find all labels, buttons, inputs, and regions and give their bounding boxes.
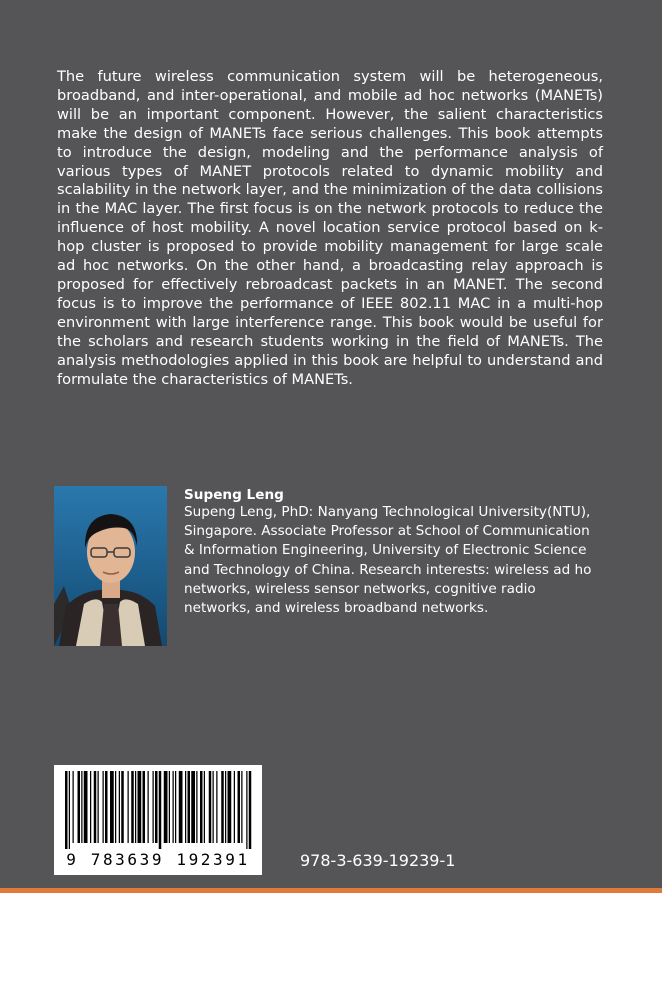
barcode-bar [234, 771, 235, 843]
author-name: Supeng Leng [184, 487, 284, 503]
barcode-bar [188, 771, 191, 843]
barcode-bar [84, 771, 88, 843]
barcode-bars [59, 771, 257, 849]
author-bio: Supeng Leng, PhD: Nanyang Technological University(NTU), Singapore. Associate Professor at School of Communication & Information Engineering, University of Electronic Science and Technology of China. Research interests: wireless ad ho networks, wireless sensor networks, cognitive radio networks, and wireless broadband networks. [184, 504, 592, 617]
barcode-bar [69, 771, 70, 849]
barcode-bar [213, 771, 214, 843]
barcode-bar [169, 771, 170, 843]
barcode-bar [153, 771, 154, 843]
book-description: The future wireless communication system will be heterogeneous, broadband, and inter-operational, and mobile ad hoc networks (MANETs) will be an important component. However, the salient characteristics make the design of MANETs face serious challenges. This book attempts to introduce the design, modeling and the performance analysis of various types of MANET protocols related to dynamic mobility and scalability in the network layer, and the minimization of the data collisions in the MAC layer. The first focus is on the network protocols to reduce the influence of host mobility. A novel location service protocol based on k-hop cluster is proposed to provide mobility management for large scale ad hoc networks. On the other hand, a broadcasting relay approach is proposed for effectively rebroadcast packets in an MANET. The second focus is to improve the performance of IEEE 802.11 MAC in a multi-hop environment with large interference range. This book would be useful for the scholars and research students working in the field of MANETs. The analysis methodologies applied in this book are helpful to understand and formulate the characteristics of MANETs. [57, 68, 603, 388]
barcode-bar [65, 771, 68, 849]
barcode-bar [131, 771, 134, 843]
barcode-bar [148, 771, 149, 843]
barcode-bar [241, 771, 242, 843]
barcode [54, 765, 262, 875]
barcode-bar [103, 771, 104, 843]
barcode-bar [196, 771, 197, 843]
barcode-bar [221, 771, 224, 843]
barcode-bar [204, 771, 205, 843]
barcode-bar [159, 771, 162, 849]
barcode-bar [121, 771, 124, 843]
barcode-bar [164, 771, 168, 843]
barcode-bar [73, 771, 74, 843]
barcode-bar [191, 771, 195, 843]
page-bottom [0, 893, 662, 993]
barcode-bar [185, 771, 186, 843]
barcode-digits: 9 783639 192391 [66, 850, 250, 869]
barcode-bar [81, 771, 82, 843]
barcode-bar [246, 771, 247, 849]
barcode-bar [128, 771, 129, 843]
barcode-bar [78, 771, 81, 843]
barcode-bar [200, 771, 203, 843]
barcode-bar [119, 771, 120, 843]
isbn-number: 978-3-639-19239-1 [300, 851, 456, 870]
barcode-bar [249, 771, 252, 849]
barcode-bar [173, 771, 174, 843]
author-photo [54, 486, 167, 646]
barcode-bar [105, 771, 108, 843]
barcode-bar [138, 771, 142, 843]
barcode-bar [225, 771, 226, 843]
barcode-bar [238, 771, 241, 843]
barcode-bar [155, 771, 158, 843]
barcode-bar [216, 771, 217, 843]
barcode-bar [98, 771, 99, 843]
barcode-bar [110, 771, 114, 843]
barcode-bar [179, 771, 183, 843]
barcode-bar [94, 771, 97, 843]
barcode-bar [135, 771, 136, 843]
barcode-bar [228, 771, 232, 843]
barcode-bar [143, 771, 146, 843]
barcode-bar [90, 771, 91, 843]
barcode-bar [175, 771, 176, 843]
barcode-bar [209, 771, 212, 843]
barcode-bar [115, 771, 116, 843]
